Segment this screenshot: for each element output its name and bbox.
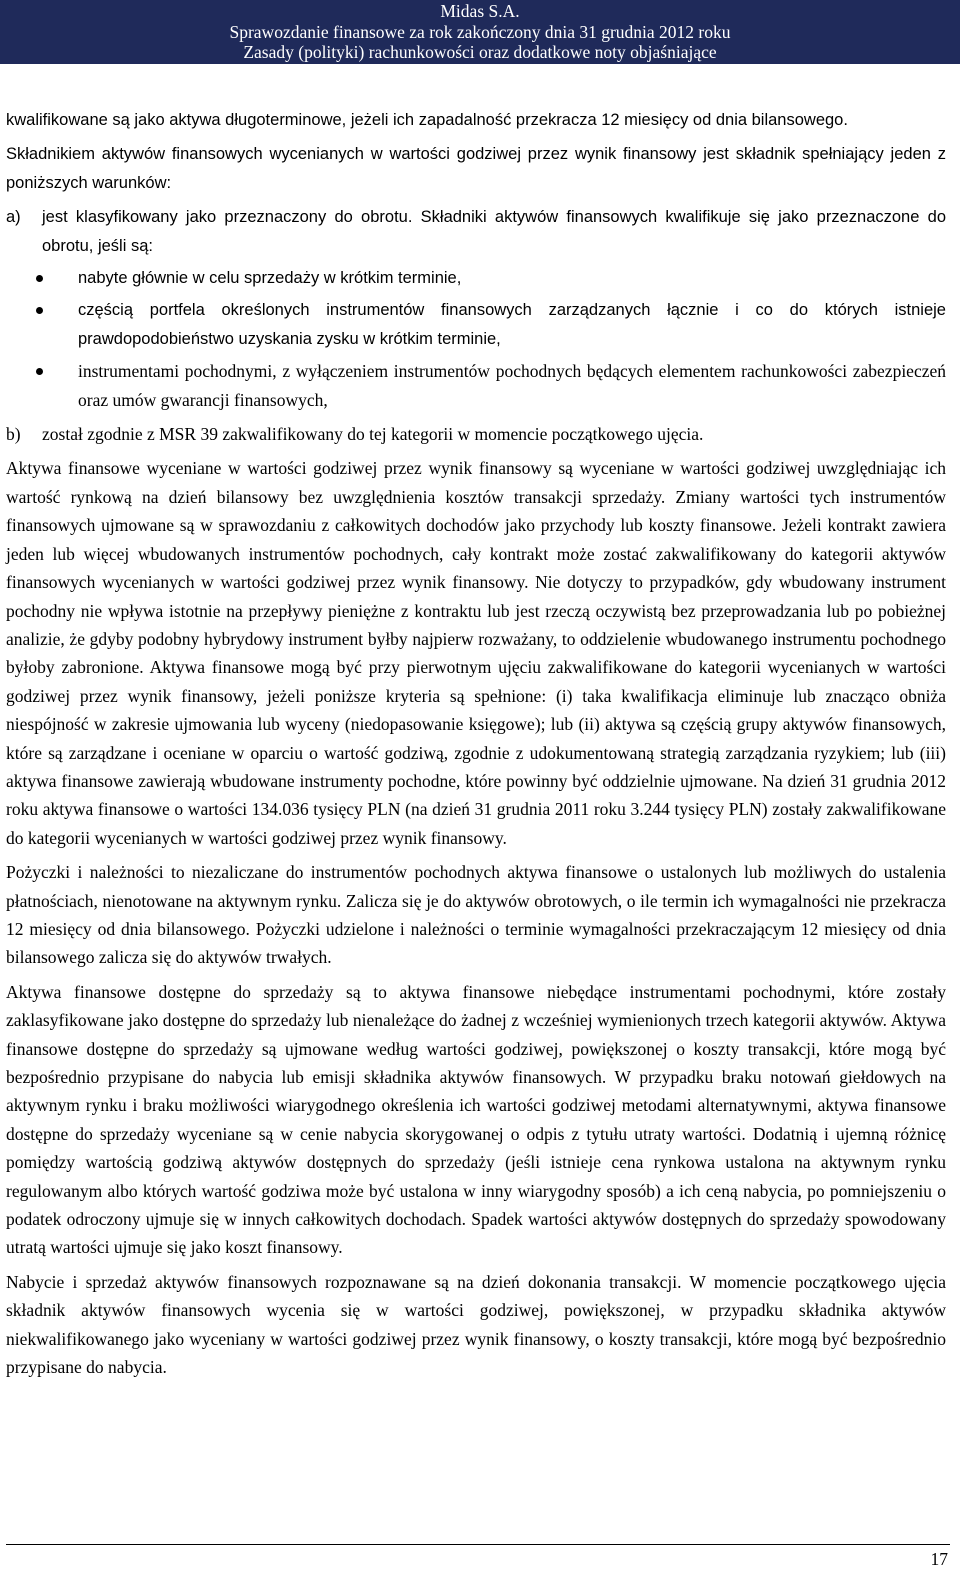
section-title: Zasady (polityki) rachunkowości oraz dodatkowe noty objaśniające (243, 42, 717, 62)
paragraph-fair-value: Aktywa finansowe wyceniane w wartości godziwej przez wynik finansowy są wyceniane w wartości godziwej uwzględniając ich wartość rynkową na dzień bilansowy bez uwzględnienia kosztów transakcji sprzedaży. Zmiany wartości tych instrumentów finansowych ujmowane są w sprawozdaniu z całkowitych dochodów jako przychody lub koszty finansowe. Jeżeli kontrakt zawiera jeden lub więcej wbudowanych instrumentów pochodnych, cały kontrakt może zostać zakwalifikowany do kategorii aktywów finansowych wycenianych w wartości godziwej przez wynik finansowy. Nie dotyczy to przypadków, gdy wbudowany instrument pochodny nie wpływa istotnie na przepływy pieniężne z kontraktu lub jest rzeczą oczywistą bez przeprowadzania lub po pobieżnej analizie, że gdyby podobny hybrydowy instrument byłby najpierw rozważany, to oddzielenie wbudowanego instrumentu pochodnego byłoby zabronione. Aktywa finansowe mogą być przy pierwotnym ujęciu zakwalifikowane do kategorii wycenianych w wartości godziwej przez wynik finansowy, jeżeli poniższe kryteria są spełnione: (i) taka kwalifikacja eliminuje lub znacząco obniża niespójność w zakresie ujmowania lub wyceny (niedopasowanie księgowe); lub (ii) aktywa są częścią grupy aktywów finansowych, które są zarządzane i oceniane w oparciu o wartość godziwą, zgodnie z udokumentowaną strategią zarządzania ryzykiem; lub (iii) aktywa finansowe zawierają wbudowane instrumenty pochodne, które powinny być oddzielnie ujmowane. Na dzień 31 grudnia 2012 roku aktywa finansowe o wartości 134.036 tysięcy PLN (na dzień 31 grudnia 2011 roku 3.244 tysięcy PLN) zostały zakwalifikowane do kategorii wycenianych w wartości godziwej przez wynik finansowy. (6, 458, 946, 848)
list-label: b) (6, 424, 21, 445)
bullet-text: nabyte głównie w celu sprzedaży w krótkim terminie, (78, 269, 462, 288)
list-label: a) (6, 208, 21, 227)
page-number: 17 (930, 1549, 948, 1569)
bullet-text: instrumentami pochodnymi, z wyłączeniem instrumentów pochodnych będących elementem rachunkowości zabezpieczeń oraz umów gwarancji finansowych, (78, 361, 946, 410)
document-body (6, 106, 946, 1381)
bullet-item (6, 357, 946, 414)
footer-divider (6, 1544, 950, 1545)
paragraph-loans: Pożyczki i należności to niezaliczane do instrumentów pochodnych aktywa finansowe o ustalonych lub możliwych do ustalenia płatnościach, nienotowane na aktywnym rynku. Zalicza się je do aktywów obrotowych, o ile termin ich wymagalności nie przekracza 12 miesięcy od dnia bilansowego. Pożyczki udzielone i należności o terminie wymagalności przekraczającym 12 miesięcy od dnia bilansowego zalicza się do aktywów trwałych. (6, 862, 946, 968)
paragraph-recognition: Nabycie i sprzedaż aktywów finansowych rozpoznawane są na dzień dokonania transakcji. W momencie początkowego ujęcia składnik aktywów finansowych wycenia się w wartości godziwej, powiększonej, w przypadku składnika aktywów niekwalifikowanego jako wyceniany w wartości godziwej przez wynik finansowy, o koszty transakcji, które mogą być bezpośrednio przypisane do nabycia. (6, 1271, 946, 1378)
list-text: jest klasyfikowany jako przeznaczony do obrotu. Składniki aktywów finansowych kwalifikuje się jako przeznaczone do obrotu, jeśli są: (42, 208, 946, 255)
bullet-icon (6, 357, 78, 414)
paragraph-continuation: kwalifikowane są jako aktywa długoterminowe, jeżeli ich zapadalność przekracza 12 miesięcy od dnia bilansowego. (6, 111, 848, 129)
bullet-item (6, 296, 946, 353)
paragraph-available-for-sale: Aktywa finansowe dostępne do sprzedaży są to aktywa finansowe niebędące instrumentami pochodnymi, które zostały zaklasyfikowane jako dostępne do sprzedaży lub nienależące do żadnej z wcześniej wymienionych trzech kategorii aktywów. Aktywa finansowe dostępne do sprzedaży są ujmowane według wartości godziwej, powiększonej o koszty transakcji, które mogą być bezpośrednio przypisane do nabycia lub emisji składnika aktywów finansowych. W przypadku braku notowań giełdowych na aktywnym rynku i braku możliwości wiarygodnego określenia ich wartości godziwej metodami alternatywnymi, aktywa finansowe dostępne do sprzedaży wyceniane są w cenie nabycia skorygowanej o odpis z tytułu utraty wartości. Dodatnią i ujemną różnicę pomiędzy wartością godziwą aktywów dostępnych do sprzedaży (jeśli istnieje cena rynkowa ustalona na aktywnym rynku regulowanym albo których wartość godziwa może być ustalona w inny wiarygodny sposób) a ich ceną nabycia, po pomniejszeniu o podatek odroczony ujmuje się w innych całkowitych dochodach. Spadek wartości aktywów dostępnych do sprzedaży spowodowany utratą wartości ujmuje się jako koszt finansowy. (6, 981, 946, 1258)
paragraph-definition: Składnikiem aktywów finansowych wycenianych w wartości godziwej przez wynik finansowy jest składnik spełniający jeden z poniższych warunków: (6, 145, 946, 192)
bullet-text: częścią portfela określonych instrumentów finansowych zarządzanych łącznie i co do których istnieje prawdopodobieństwo uzyskania zysku w krótkim terminie, (78, 301, 946, 348)
bullet-icon (6, 264, 78, 292)
report-title: Sprawozdanie finansowe za rok zakończony dnia 31 grudnia 2012 roku (229, 21, 731, 42)
list-item-a (6, 203, 946, 260)
bullet-icon (6, 296, 78, 353)
list-item-b (6, 420, 946, 448)
document-header (0, 0, 960, 64)
bullet-item (6, 264, 946, 292)
list-text: został zgodnie z MSR 39 zakwalifikowany do tej kategorii w momencie początkowego ujęcia. (42, 424, 704, 445)
company-name: Midas S.A. (440, 1, 520, 21)
